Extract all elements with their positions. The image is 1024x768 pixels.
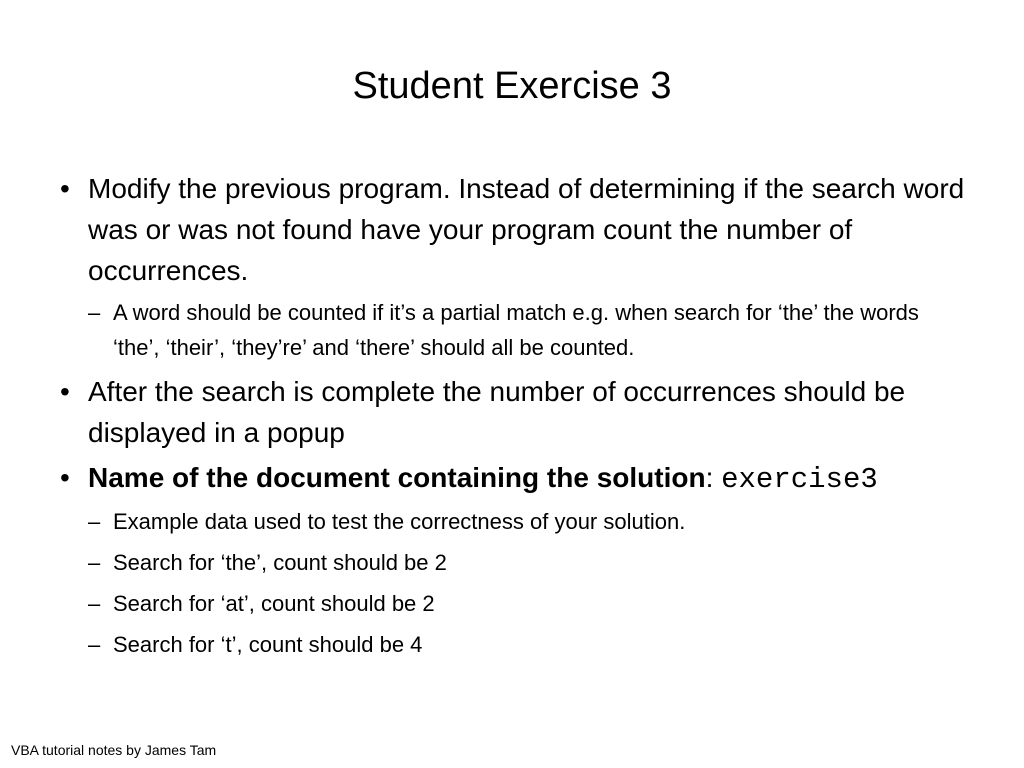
footer-credit: VBA tutorial notes by James Tam: [11, 742, 217, 758]
sub-bullet-marker: –: [88, 509, 101, 534]
slide-title: Student Exercise 3: [352, 65, 672, 107]
sub-bullet-text: A word should be counted if it’s a partial match e.g. when search for ‘the’ the words ‘the’, ‘their’, ‘they’re’ and ‘there’ should all be counted.: [113, 300, 919, 360]
solution-filename: exercise3: [721, 463, 878, 496]
bullet-item: [58, 371, 968, 453]
sub-bullet-marker: –: [88, 300, 101, 325]
bullet-item: [58, 457, 968, 500]
sub-bullet-marker: –: [88, 591, 101, 616]
bullet-marker: •: [60, 376, 70, 407]
sub-bullet-marker: –: [88, 550, 101, 575]
sub-bullet-item: [58, 545, 968, 580]
colon-separator: :: [705, 462, 722, 493]
bullet-item: [58, 168, 968, 291]
bullet-bold-text: Name of the document containing the solution: [88, 462, 706, 493]
sub-bullet-item: [58, 295, 968, 365]
slide-body: [58, 168, 968, 668]
sub-bullet-item: [58, 504, 968, 539]
sub-bullet-text: Example data used to test the correctness of your solution.: [113, 509, 686, 534]
sub-bullet-text: Search for ‘t’, count should be 4: [113, 632, 423, 657]
bullet-text: After the search is complete the number of occurrences should be displayed in a popup: [88, 376, 906, 448]
bullet-marker: •: [60, 173, 70, 204]
sub-bullet-text: Search for ‘the’, count should be 2: [113, 550, 447, 575]
sub-bullet-marker: –: [88, 632, 101, 657]
sub-bullet-text: Search for ‘at’, count should be 2: [113, 591, 435, 616]
bullet-text: Modify the previous program. Instead of determining if the search word was or was not found have your program count the number of occurrences.: [88, 173, 965, 286]
bullet-marker: •: [60, 462, 70, 493]
sub-bullet-item: [58, 586, 968, 621]
sub-bullet-item: [58, 627, 968, 662]
